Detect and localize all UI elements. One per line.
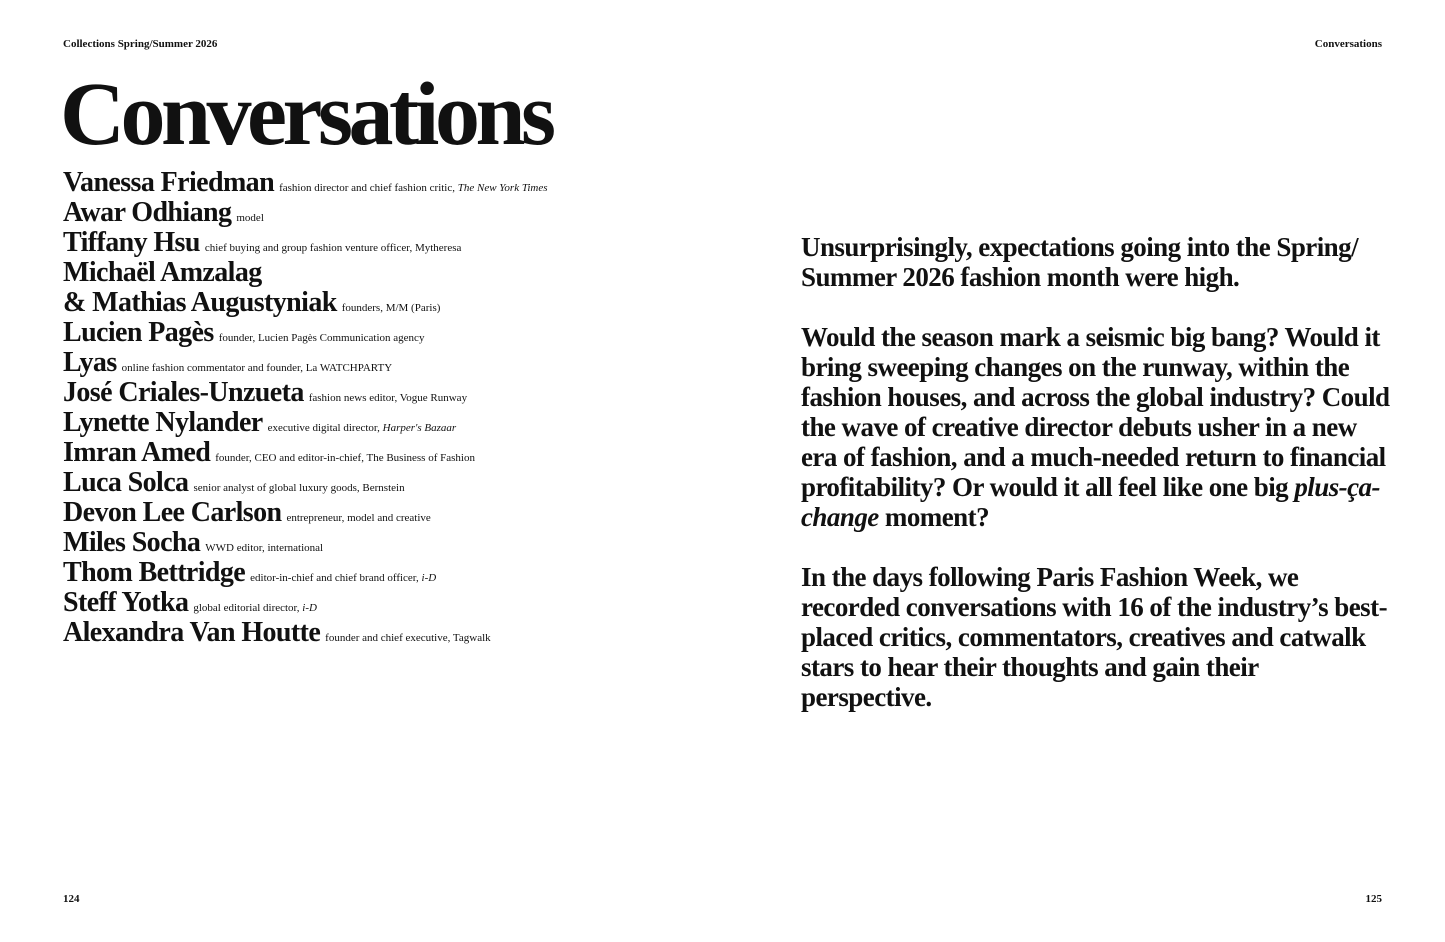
contributor-item — [63, 168, 703, 198]
contributor-item — [63, 498, 703, 528]
contributor-role: executive digital director, Harper's Bazaar — [267, 422, 457, 434]
contributor-name: Michaël Amzalag — [63, 257, 262, 288]
intro-italic-phrase: plus-ça-change — [801, 472, 1380, 532]
intro-paragraph: In the days following Paris Fashion Week, we recorded conversations with 16 of the industry’s best-placed critics, commentators, creatives and catwalk stars to hear their thoughts and gain their perspective. — [801, 562, 1388, 712]
contributor-item — [63, 318, 703, 348]
contributor-item — [63, 408, 703, 438]
page-number-right: 125 — [1365, 893, 1382, 905]
contributor-role-italic: The New York Times — [457, 182, 548, 194]
contributor-role: fashion news editor, Vogue Runway — [308, 392, 468, 404]
contributor-name: Thom Bettridge — [63, 557, 246, 588]
contributor-name: Tiffany Hsu — [63, 227, 200, 258]
intro-paragraph: Unsurprisingly, expectations going into the Spring/ Summer 2026 fashion month were high. — [801, 232, 1359, 292]
contributor-name: Alexandra Van Houtte — [63, 617, 321, 648]
contributor-item — [63, 438, 703, 468]
contributor-name: Steff Yotka — [63, 587, 189, 618]
contributor-role: WWD editor, international — [205, 542, 324, 554]
contributor-role: entrepreneur, model and creative — [286, 512, 431, 524]
contributor-role: fashion director and chief fashion critic, The New York Times — [279, 182, 548, 194]
contributor-item — [63, 228, 703, 258]
contributor-item — [63, 378, 703, 408]
contributor-list — [63, 168, 703, 648]
contributor-item — [63, 468, 703, 498]
contributor-role-italic: i-D — [302, 602, 317, 614]
contributor-role: founder, Lucien Pagès Communication agency — [218, 332, 425, 344]
contributor-item — [63, 528, 703, 558]
contributor-role: senior analyst of global luxury goods, Bernstein — [193, 482, 405, 494]
contributor-role-italic: Harper's Bazaar — [382, 422, 457, 434]
contributor-name: Awar Odhiang — [63, 197, 232, 228]
contributor-name: & Mathias Augustyniak — [63, 287, 337, 318]
intro-paragraph: Would the season mark a seismic big bang? Would it bring sweeping changes on the runway, within the fashion houses, and across the global industry? Could the wave of creative director debuts usher in a new era of fashion, and a much-needed return to financial profitability? Or would it all feel like one big plus-ça-change moment? — [801, 322, 1390, 532]
contributor-name: Vanessa Friedman — [63, 167, 275, 198]
contributor-item — [63, 288, 703, 318]
contributor-name: Imran Amed — [63, 437, 211, 468]
contributor-name: Lynette Nylander — [63, 407, 263, 438]
intro-text — [801, 232, 1391, 742]
contributor-item — [63, 258, 703, 288]
running-head-left: Collections Spring/Summer 2026 — [63, 38, 218, 50]
contributor-role: chief buying and group fashion venture officer, Mytheresa — [204, 242, 462, 254]
contributor-name: Miles Socha — [63, 527, 201, 558]
contributor-role-italic: i-D — [421, 572, 437, 584]
contributor-role: founder, CEO and editor-in-chief, The Business of Fashion — [215, 452, 475, 464]
contributor-role: editor-in-chief and chief brand officer, i-D — [250, 572, 437, 584]
page-number-left: 124 — [63, 893, 80, 905]
page-title: Conversations — [60, 65, 552, 164]
contributor-item — [63, 588, 703, 618]
contributor-name: Luca Solca — [63, 467, 189, 498]
contributor-item — [63, 618, 703, 648]
contributor-item — [63, 348, 703, 378]
contributor-item — [63, 198, 703, 228]
contributor-role: founders, M/M (Paris) — [341, 302, 441, 314]
contributor-name: Devon Lee Carlson — [63, 497, 282, 528]
running-head-right: Conversations — [1314, 38, 1382, 50]
contributor-item — [63, 558, 703, 588]
contributor-role: global editorial director, i-D — [193, 602, 317, 614]
contributor-role: model — [236, 212, 264, 224]
contributor-role: founder and chief executive, Tagwalk — [325, 632, 491, 644]
contributor-role: online fashion commentator and founder, La WATCHPARTY — [121, 362, 393, 374]
contributor-name: José Criales-Unzueta — [63, 377, 304, 408]
contributor-name: Lucien Pagès — [63, 317, 214, 348]
contributor-name: Lyas — [63, 347, 117, 378]
